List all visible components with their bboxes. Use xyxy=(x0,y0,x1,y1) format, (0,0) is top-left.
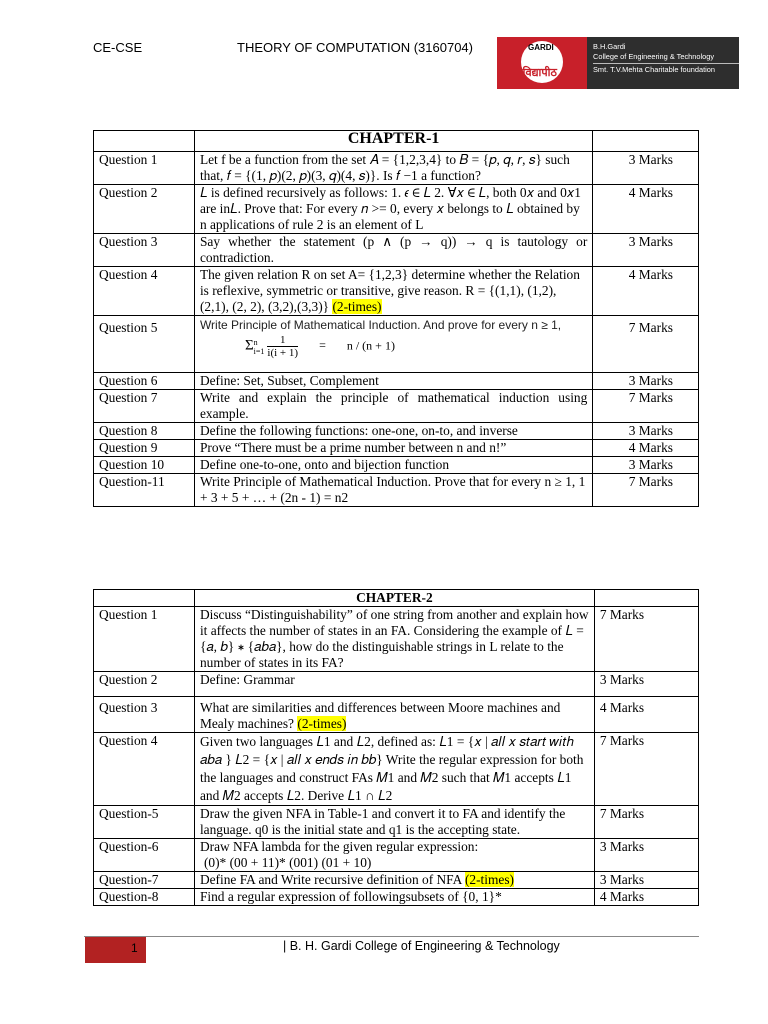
question-marks: 3 Marks xyxy=(593,423,699,440)
question-marks: 7 Marks xyxy=(594,607,698,672)
chapter-2-table xyxy=(93,589,699,906)
question-number: Question 2 xyxy=(94,672,195,697)
question-text: Find a regular expression of followingsubsets of {0, 1}* xyxy=(194,889,594,906)
question-text: Given two languages 𝐿1 and 𝐿2, defined as: 𝐿1 = {𝑥 | 𝑎𝑙𝑙 𝑥 𝑠𝑡𝑎𝑟𝑡 𝑤𝑖𝑡ℎ 𝑎𝑏𝑎 } 𝐿2 = {𝑥 | 𝑎𝑙𝑙 𝑥 𝑒𝑛𝑑𝑠 𝑖𝑛 𝑏𝑏} Write the regular expression for both the languages and construct FAs 𝑀1 and 𝑀2 such that 𝑀1 accepts 𝐿1 and 𝑀2 accepts 𝐿2. Derive 𝐿1 ∩ 𝐿2 xyxy=(194,733,594,806)
logo-line-3: Smt. T.V.Mehta Charitable foundation xyxy=(593,63,739,75)
question-text-body: What are similarities and differences between Moore machines and Mealy machines? xyxy=(199,700,561,731)
question-text xyxy=(194,697,594,733)
equals-sign: = xyxy=(319,338,326,353)
table-row xyxy=(94,185,699,234)
chapter-2-title-row xyxy=(94,590,699,607)
table-row xyxy=(94,457,699,474)
table-row xyxy=(94,889,699,906)
question-number: Question-7 xyxy=(94,872,195,889)
question-number: Question 7 xyxy=(94,390,195,423)
question-marks: 7 Marks xyxy=(593,390,699,423)
fraction-numerator: 1 xyxy=(267,334,298,347)
table-row xyxy=(94,806,699,839)
logo-line-1: B.H.Gardi xyxy=(593,42,626,51)
question-text: Write Principle of Mathematical Induction. Prove that for every n ≥ 1, 1 + 3 + 5 + … + (2n - 1) = n2 xyxy=(194,474,592,507)
question-marks: 3 Marks xyxy=(594,872,698,889)
table-row xyxy=(94,152,699,185)
header-course: THEORY OF COMPUTATION (3160704) xyxy=(237,40,473,55)
footer-rule xyxy=(84,936,699,937)
question-number: Question 3 xyxy=(94,697,195,733)
table-row xyxy=(94,607,699,672)
table-row xyxy=(94,672,699,697)
chapter-1-title-row xyxy=(94,131,699,152)
question-text: Let f be a function from the set 𝐴 = {1,2,3,4} to 𝐵 = {𝑝, 𝑞, 𝑟, 𝑠} such that, 𝑓 = {(1, 𝑝)(2, 𝑝)(3, 𝑞)(4, 𝑠)}. Is 𝑓 −1 a function? xyxy=(194,152,592,185)
question-text: Draw the given NFA in Table-1 and convert it to FA and identify the language. q0 is the initial state and q1 is the accepting state. xyxy=(194,806,594,839)
chapter-1-title: CHAPTER-1 xyxy=(194,131,592,152)
question-marks: 7 Marks xyxy=(594,806,698,839)
chapter-2-title: CHAPTER-2 xyxy=(194,590,594,607)
question-text: Write and explain the principle of mathematical induction using example. xyxy=(194,390,592,423)
header-dept: CE-CSE xyxy=(93,40,143,55)
question-marks: 3 Marks xyxy=(593,152,699,185)
question-marks: 7 Marks xyxy=(593,316,699,373)
question-marks: 4 Marks xyxy=(593,440,699,457)
question-number: Question 8 xyxy=(94,423,195,440)
question-text: 𝐿 is defined recursively as follows: 1. 𝜖 ∈ 𝐿 2. ∀𝑥 ∈ 𝐿, both 0𝑥 and 0𝑥1 are in𝐿. Prove that: For every 𝑛 >= 0, every 𝑥 belongs to 𝐿 obtained by n applications of rule 2 is an element of L xyxy=(194,185,592,234)
question-number: Question 2 xyxy=(94,185,195,234)
table-row xyxy=(94,316,699,373)
question-number: Question 9 xyxy=(94,440,195,457)
question-text-body: The given relation R on set A= {1,2,3} determine whether the Relation is reflexive, symmetric or transitive, give reason. R = {(1,1), (1,2), (2,1), (2, 2), (3,2),(3,3)} xyxy=(199,267,580,314)
fraction-denominator: i(i + 1) xyxy=(267,347,299,359)
question-text: Say whether the statement (p ∧ (p → q)) → q is tautology or contradiction. xyxy=(194,234,592,267)
table-row xyxy=(94,373,699,390)
question-text xyxy=(194,267,592,316)
question-marks: 4 Marks xyxy=(594,697,698,733)
question-marks: 3 Marks xyxy=(593,457,699,474)
table-row xyxy=(94,423,699,440)
repeat-highlight: (2-times) xyxy=(297,716,347,731)
question-number: Question 10 xyxy=(94,457,195,474)
question-number: Question 4 xyxy=(94,267,195,316)
footer-text: | B. H. Gardi College of Engineering & Technology xyxy=(283,939,560,953)
question-text-body: Define FA and Write recursive definition of NFA xyxy=(199,872,462,887)
logo-gardi-text: GARDI xyxy=(528,43,554,52)
logo-devanagari-text: ॥ विद्यापीठ ॥ xyxy=(513,67,567,79)
sum-upper: n xyxy=(253,337,258,347)
question-number: Question-11 xyxy=(94,474,195,507)
q5-statement: Write Principle of Mathematical Induction. And prove for every n ≥ 1, xyxy=(199,318,562,332)
question-number: Question 1 xyxy=(94,607,195,672)
question-marks: 7 Marks xyxy=(593,474,699,507)
question-number: Question-5 xyxy=(94,806,195,839)
table-row xyxy=(94,839,699,872)
formula-rhs: n / (n + 1) xyxy=(346,338,395,353)
regular-expression: (0)* (00 + 11)* (001) (01 + 10) xyxy=(203,855,372,870)
question-text xyxy=(194,872,594,889)
question-text-image xyxy=(194,316,592,373)
college-logo xyxy=(497,37,739,89)
fraction xyxy=(267,334,298,359)
question-marks: 3 Marks xyxy=(594,839,698,872)
question-marks: 7 Marks xyxy=(594,733,698,806)
logo-red-panel xyxy=(497,37,587,89)
question-number: Question-6 xyxy=(94,839,195,872)
question-number: Question 6 xyxy=(94,373,195,390)
repeat-highlight: (2-times) xyxy=(464,872,515,887)
page-number: 1 xyxy=(131,941,138,955)
question-number: Question 3 xyxy=(94,234,195,267)
question-marks: 3 Marks xyxy=(593,373,699,390)
sum-lower: i=1 xyxy=(253,346,265,356)
chapter-1-table xyxy=(93,130,699,507)
table-row xyxy=(94,267,699,316)
question-marks: 3 Marks xyxy=(593,234,699,267)
question-text: Define the following functions: one-one, on-to, and inverse xyxy=(194,423,592,440)
question-text-body: Draw NFA lambda for the given regular expression: xyxy=(199,839,479,854)
q5-formula xyxy=(200,334,587,359)
logo-text-panel xyxy=(587,37,739,89)
table-row xyxy=(94,474,699,507)
question-marks: 4 Marks xyxy=(593,267,699,316)
question-text: Discuss “Distinguishability” of one string from another and explain how it affects the number of states in an FA. Considering the example of 𝐿 = {𝑎, 𝑏} ∗ {𝑎𝑏𝑎}, how do the distinguishable strings in L relate to the number of states in its FA? xyxy=(194,607,594,672)
table-row xyxy=(94,697,699,733)
question-text: Define: Set, Subset, Complement xyxy=(194,373,592,390)
table-row xyxy=(94,733,699,806)
table-row xyxy=(94,440,699,457)
question-text: Define: Grammar xyxy=(194,672,594,697)
question-number: Question 4 xyxy=(94,733,195,806)
table-row xyxy=(94,390,699,423)
logo-line-2: College of Engineering & Technology xyxy=(593,52,715,61)
question-number: Question-8 xyxy=(94,889,195,906)
question-text: Prove “There must be a prime number between n and n!” xyxy=(194,440,592,457)
question-number: Question 1 xyxy=(94,152,195,185)
table-row xyxy=(94,872,699,889)
question-text xyxy=(194,839,594,872)
question-number: Question 5 xyxy=(94,316,195,373)
question-marks: 3 Marks xyxy=(594,672,698,697)
table-row xyxy=(94,234,699,267)
repeat-highlight: (2-times) xyxy=(332,299,382,314)
question-marks: 4 Marks xyxy=(594,889,698,906)
sigma-symbol: Σ xyxy=(244,337,254,354)
question-text: Define one-to-one, onto and bijection function xyxy=(194,457,592,474)
question-marks: 4 Marks xyxy=(593,185,699,234)
